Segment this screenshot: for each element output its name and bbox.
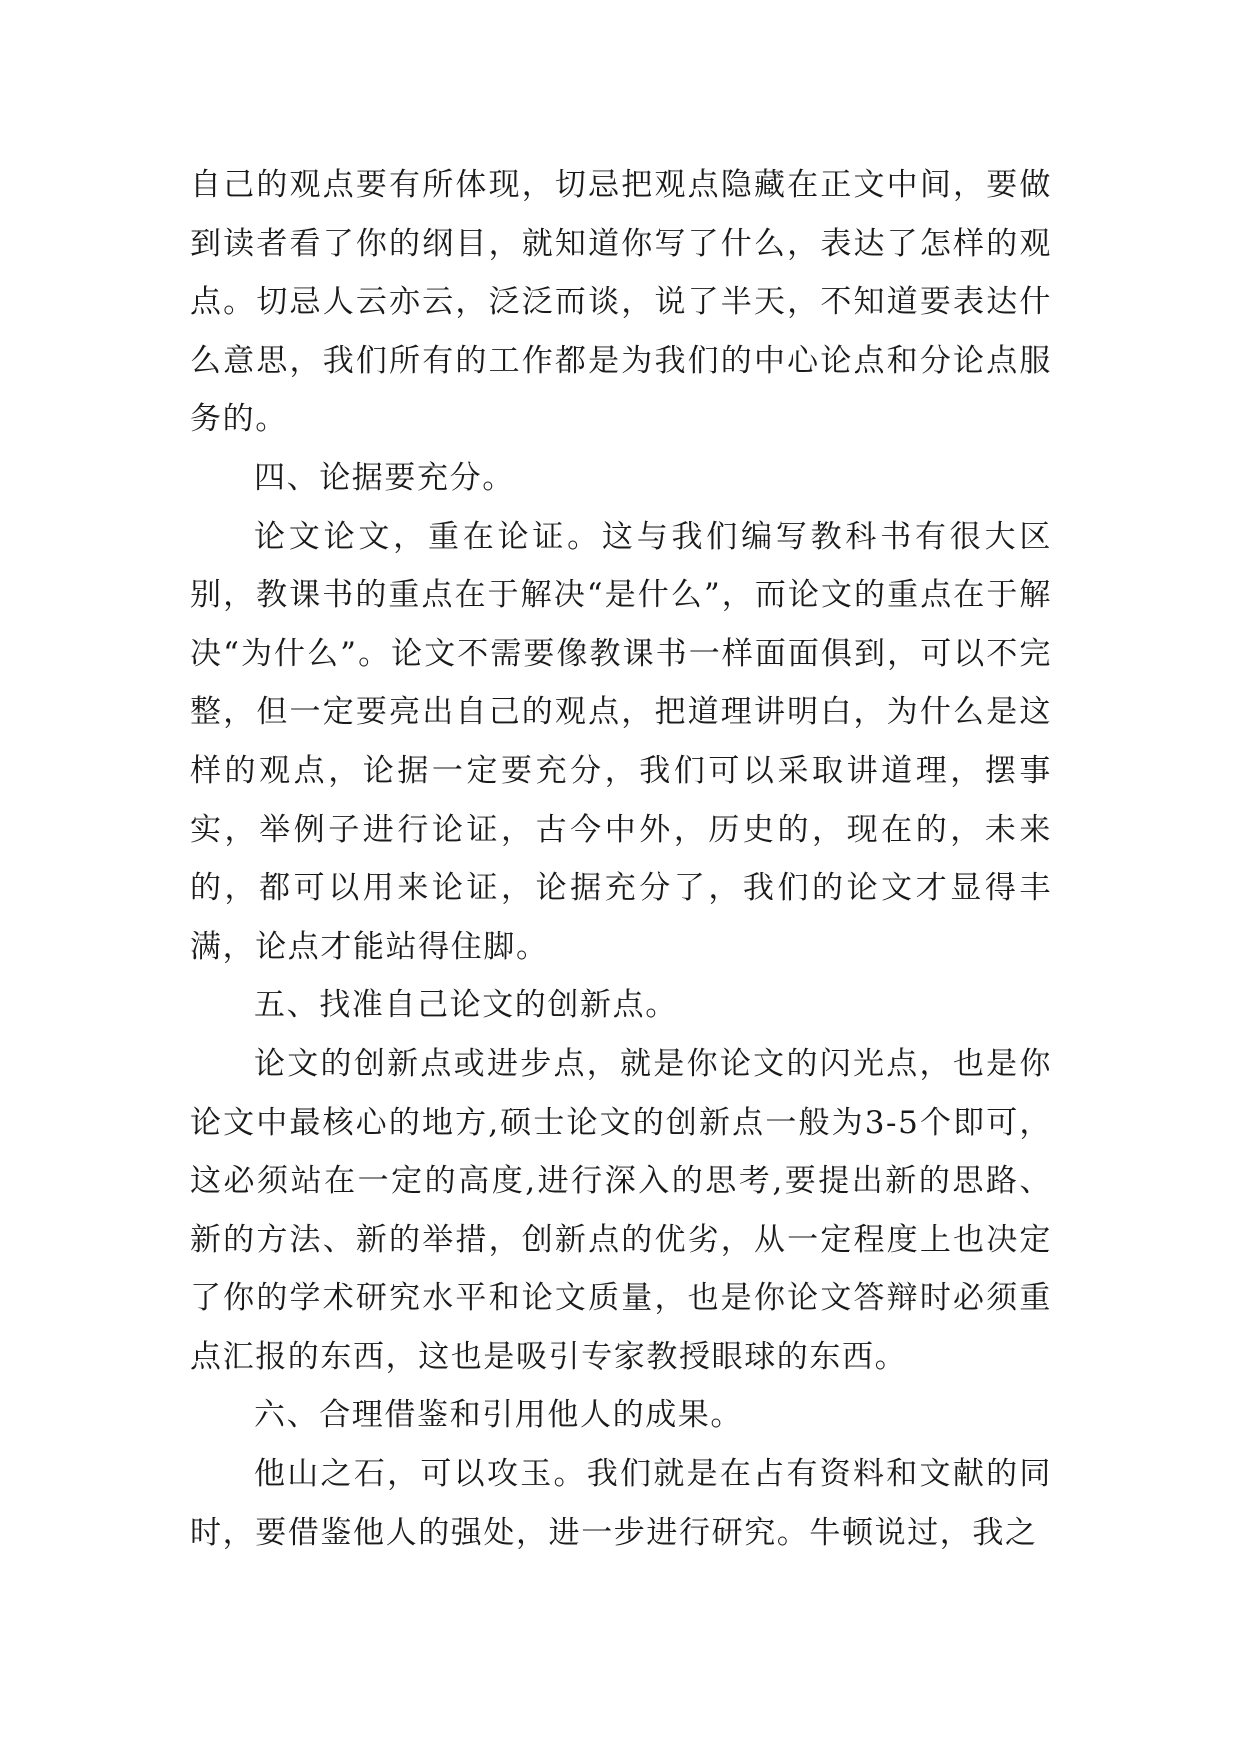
body-paragraph: 他山之石，可以攻玉。我们就是在占有资料和文献的同时，要借鉴他人的强处，进一步进行研究。牛顿说过，我之 <box>190 1456 1052 1551</box>
section-heading-six: 六、合理借鉴和引用他人的成果。 <box>254 1397 743 1434</box>
body-paragraph: 论文的创新点或进步点，就是你论文的闪光点，也是你论文中最核心的地方,硕士论文的创新点一般为3-5个即可，这必须站在一定的高度,进行深入的思考,要提出新的思路、新的方法、新的举措，创新点的优劣，从一定程度上也决定了你的学术研究水平和论文质量，也是你论文答辩时必须重点汇报的东西，这也是吸引专家教授眼球的东西。 <box>190 1045 1052 1375</box>
section-heading-five: 五、找准自己论文的创新点。 <box>254 987 678 1024</box>
body-paragraph: 论文论文，重在论证。这与我们编写教科书有很大区别，教课书的重点在于解决“是什么”，而论文的重点在于解决“为什么”。论文不需要像教课书一样面面俱到，可以不完整，但一定要亮出自己的观点，把道理讲明白，为什么是这样的观点，论据一定要充分，我们可以采取讲道理，摆事实，举例子进行论证，古今中外，历史的，现在的，未来的，都可以用来论证，论据充分了，我们的论文才显得丰满，论点才能站得住脚。 <box>190 518 1052 965</box>
document-body <box>190 156 1052 1562</box>
body-paragraph: 自己的观点要有所体现，切忌把观点隐藏在正文中间，要做到读者看了你的纲目，就知道你写了什么，表达了怎样的观点。切忌人云亦云，泛泛而谈，说了半天，不知道要表达什么意思，我们所有的工作都是为我们的中心论点和分论点服务的。 <box>190 167 1052 438</box>
section-heading-four: 四、论据要充分。 <box>254 459 515 496</box>
